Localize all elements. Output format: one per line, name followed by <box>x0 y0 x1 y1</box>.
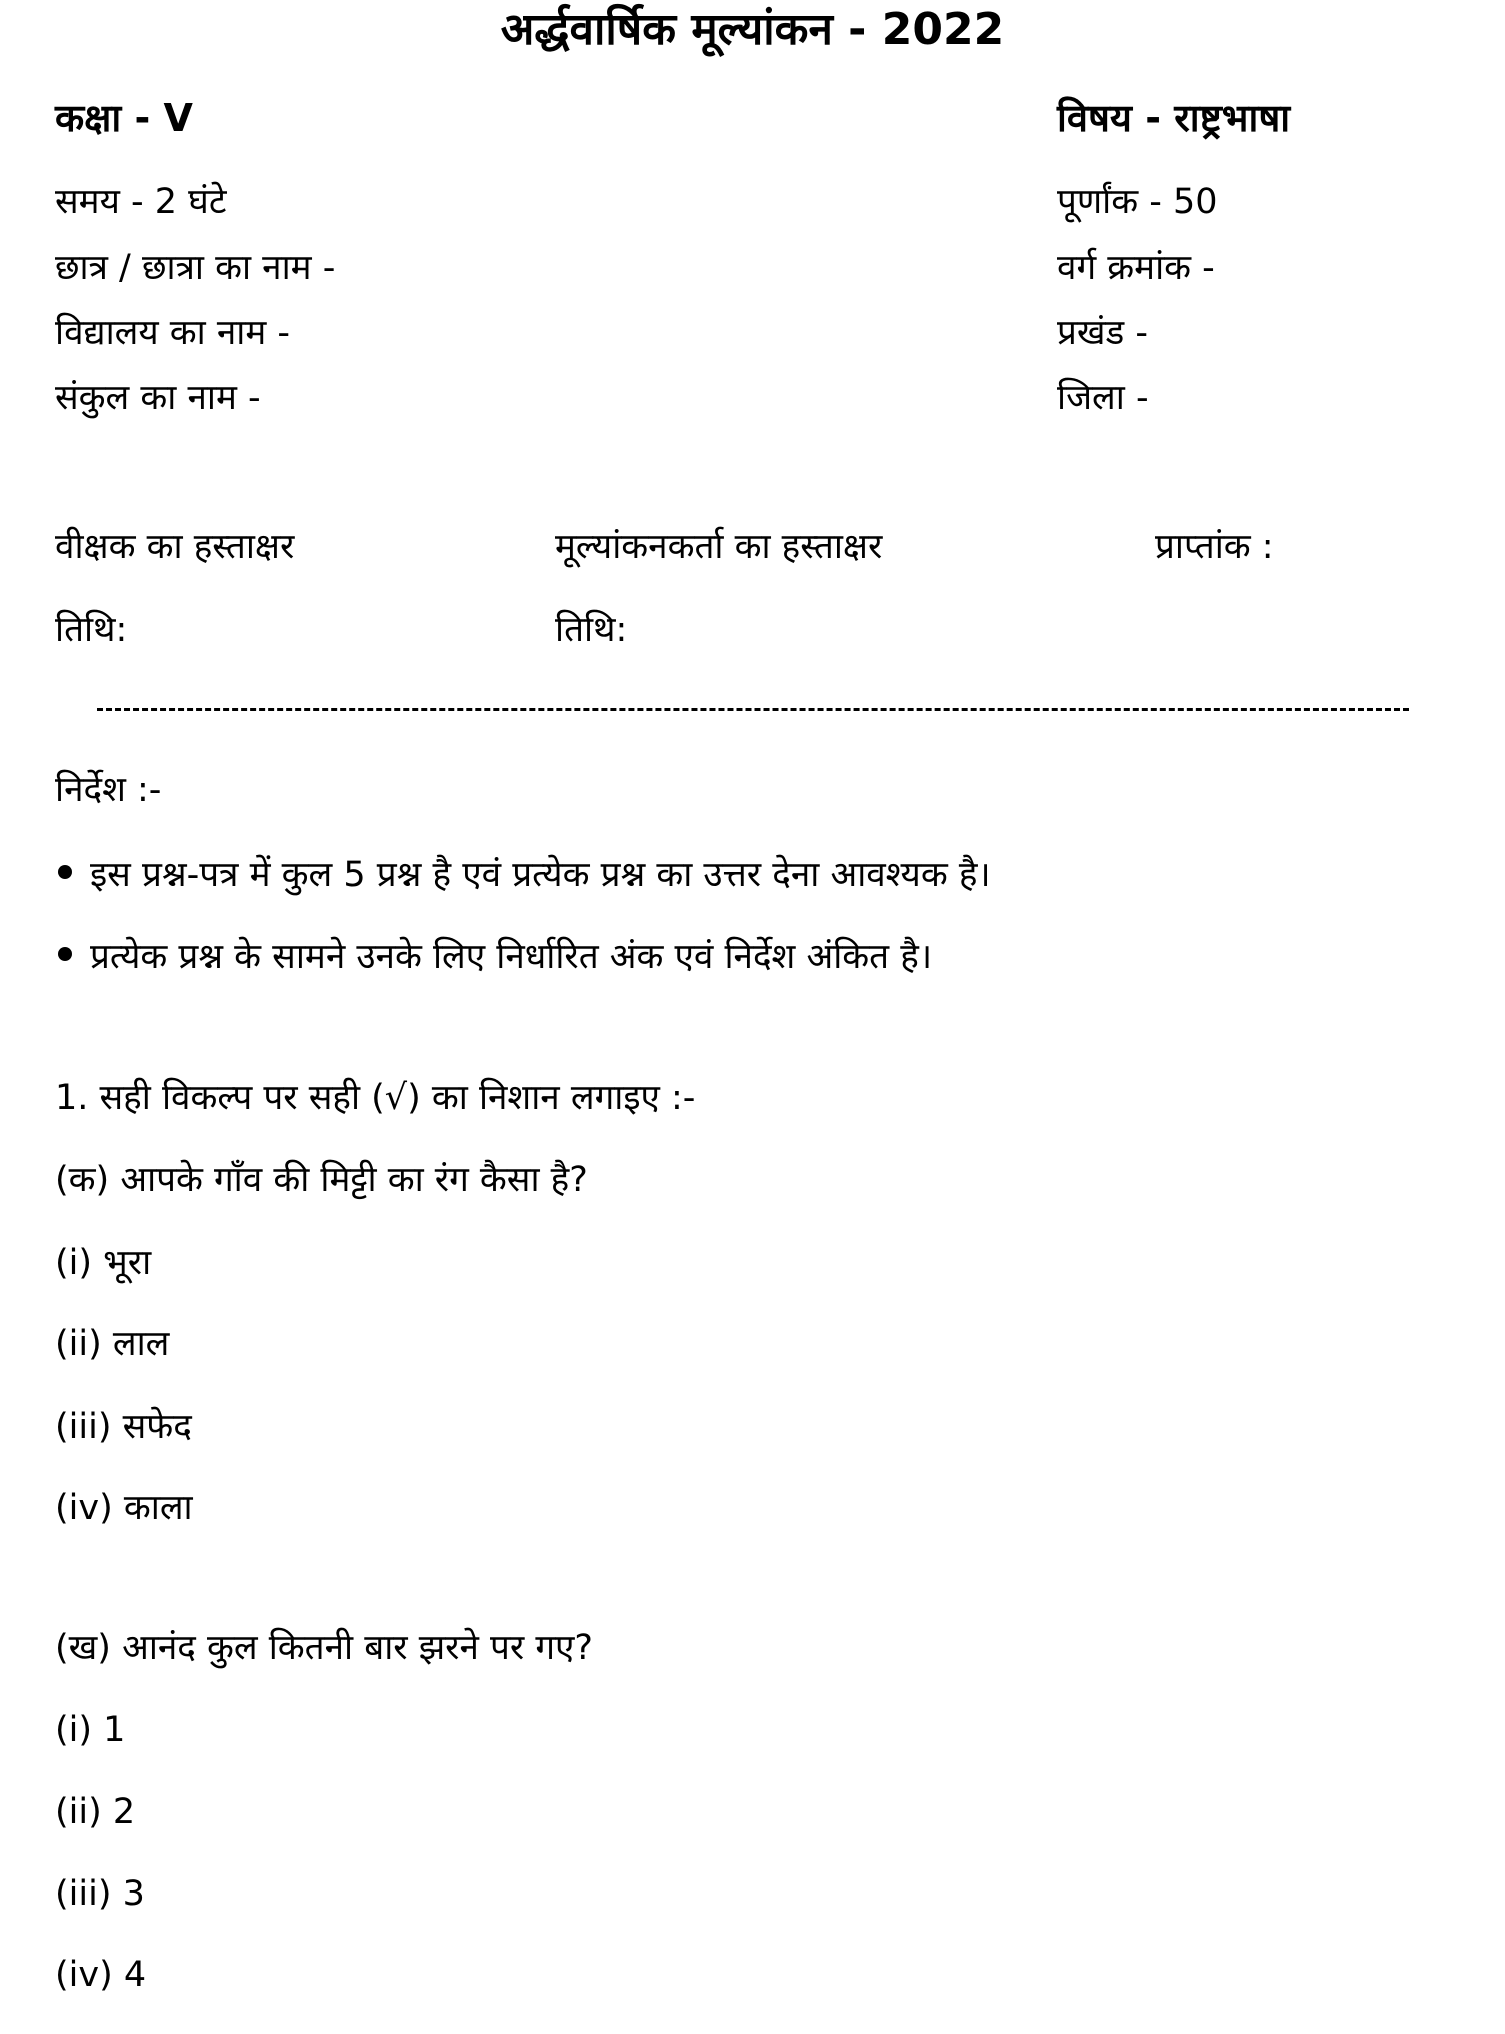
school-name-field: विद्यालय का नाम - <box>55 313 291 353</box>
subject-label: विषय - राष्ट्रभाषा <box>1057 96 1291 140</box>
question-part-kha: (ख) आनंद कुल कितनी बार झरने पर गए? <box>55 1628 593 1668</box>
bullet-icon <box>58 947 72 961</box>
time-label: समय - 2 घंटे <box>55 182 227 222</box>
option-item[interactable]: (iii) 3 <box>55 1874 145 1914</box>
option-item[interactable]: (iv) 4 <box>55 1955 147 1995</box>
class-label: कक्षा - V <box>55 96 193 140</box>
option-item[interactable]: (iii) सफेद <box>55 1407 192 1447</box>
instruction-item <box>58 853 991 897</box>
instruction-text: प्रत्येक प्रश्न के सामने उनके लिए निर्धारित अंक एवं निर्देश अंकित है। <box>90 937 933 977</box>
option-item[interactable]: (i) भूरा <box>55 1243 152 1283</box>
bullet-icon <box>58 865 72 879</box>
cluster-name-field: संकुल का नाम - <box>55 378 261 418</box>
page-title: अर्द्धवार्षिक मूल्यांकन - 2022 <box>500 4 1005 55</box>
evaluator-signature: मूल्यांकनकर्ता का हस्ताक्षर <box>555 527 883 567</box>
question-part-ka: (क) आपके गाँव की मिट्टी का रंग कैसा है? <box>55 1160 588 1200</box>
instructions-heading: निर्देश :- <box>55 770 162 810</box>
invigilator-signature: वीक्षक का हस्ताक्षर <box>55 527 295 567</box>
district-field: जिला - <box>1057 378 1149 418</box>
instruction-item <box>58 935 932 979</box>
student-name-field: छात्र / छात्रा का नाम - <box>55 248 336 288</box>
marks-obtained: प्राप्तांक : <box>1155 527 1274 567</box>
date-field-2: तिथि: <box>555 610 628 650</box>
option-item[interactable]: (iv) काला <box>55 1488 193 1528</box>
dashed-divider <box>97 708 1409 711</box>
question-heading: 1. सही विकल्प पर सही (√) का निशान लगाइए :- <box>55 1078 696 1118</box>
option-item[interactable]: (i) 1 <box>55 1710 126 1750</box>
option-item[interactable]: (ii) लाल <box>55 1324 170 1364</box>
block-field: प्रखंड - <box>1057 313 1149 353</box>
option-item[interactable]: (ii) 2 <box>55 1792 136 1832</box>
instruction-text: इस प्रश्न-पत्र में कुल 5 प्रश्न है एवं प्रत्येक प्रश्न का उत्तर देना आवश्यक है। <box>90 855 991 895</box>
roll-no-field: वर्ग क्रमांक - <box>1057 248 1215 288</box>
full-marks-label: पूर्णांक - 50 <box>1057 182 1218 222</box>
date-field-1: तिथि: <box>55 610 128 650</box>
